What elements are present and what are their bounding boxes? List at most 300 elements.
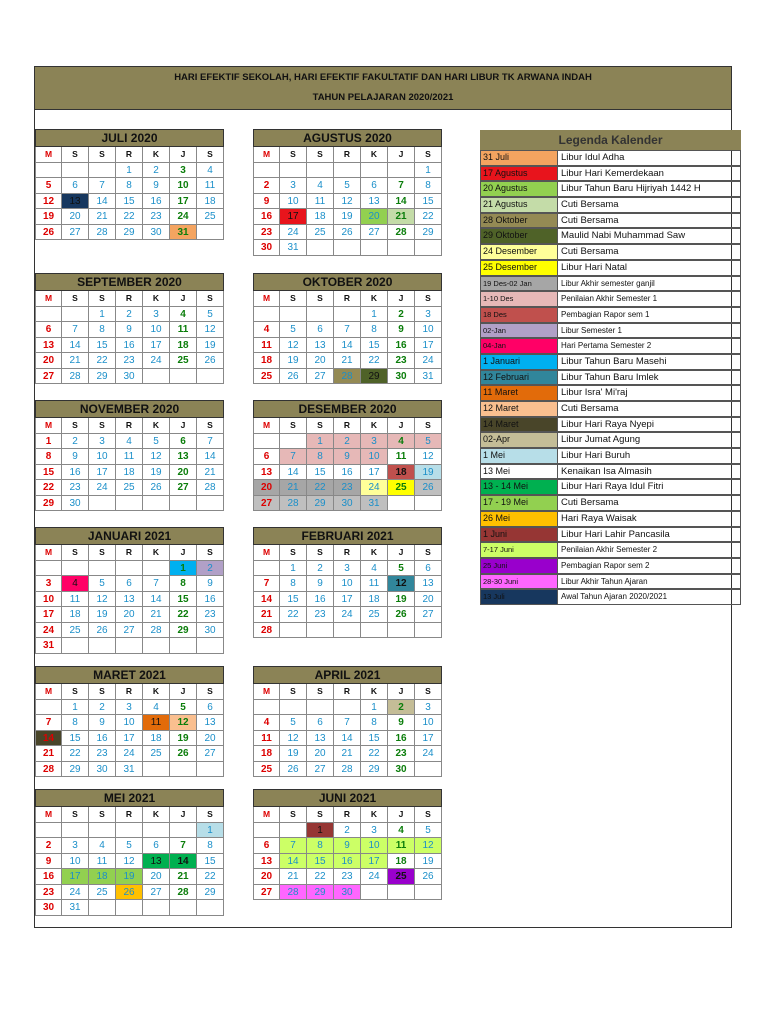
legend-row — [480, 385, 741, 401]
day-cell: 27 — [307, 369, 334, 385]
day-cell: 13 — [253, 465, 280, 481]
day-cell: 6 — [253, 838, 280, 854]
day-cell: 18 — [253, 746, 280, 762]
empty-cell — [253, 700, 280, 716]
day-cell: 29 — [35, 496, 62, 512]
day-cell: 27 — [307, 762, 334, 778]
day-cell: 11 — [388, 449, 415, 465]
day-cell: 16 — [35, 869, 62, 885]
day-cell: 3 — [116, 700, 143, 716]
day-cell: 29 — [361, 762, 388, 778]
day-cell: 16 — [197, 592, 224, 608]
weekday-header: K — [361, 545, 388, 561]
day-cell: 9 — [388, 322, 415, 338]
legend-date: 13 - 14 Mei — [480, 479, 558, 495]
legend-description: Libur Hari Raya Nyepi — [558, 417, 741, 433]
month-grid — [35, 147, 224, 240]
day-cell: 10 — [35, 592, 62, 608]
day-cell: 16 — [334, 465, 361, 481]
day-cell: 27 — [116, 623, 143, 639]
empty-cell — [415, 885, 442, 901]
legend-row — [480, 323, 741, 339]
day-cell: 17 — [170, 194, 197, 210]
legend-row — [480, 542, 741, 558]
day-cell: 26 — [415, 480, 442, 496]
day-cell: 25 — [116, 480, 143, 496]
day-cell: 20 — [197, 731, 224, 747]
day-cell: 26 — [197, 353, 224, 369]
legend-date: 11 Maret — [480, 385, 558, 401]
legend-row — [480, 417, 741, 433]
day-cell: 11 — [307, 194, 334, 210]
day-cell: 20 — [143, 869, 170, 885]
month-block — [35, 527, 224, 654]
day-cell: 11 — [170, 322, 197, 338]
day-cell: 19 — [415, 854, 442, 870]
day-cell: 21 — [280, 480, 307, 496]
day-cell: 15 — [280, 592, 307, 608]
day-cell: 29 — [415, 225, 442, 241]
weekday-header: S — [62, 684, 89, 700]
day-cell: 23 — [388, 746, 415, 762]
empty-cell — [388, 885, 415, 901]
weekday-header: R — [334, 291, 361, 307]
weekday-header: S — [62, 147, 89, 163]
weekday-header: S — [307, 291, 334, 307]
day-cell: 15 — [116, 194, 143, 210]
legend-description: Maulid Nabi Muhammad Saw — [558, 228, 741, 244]
day-cell: 23 — [62, 480, 89, 496]
day-cell: 1 — [35, 434, 62, 450]
month-block — [35, 129, 224, 240]
day-cell: 23 — [334, 869, 361, 885]
day-cell: 10 — [415, 715, 442, 731]
day-cell: 17 — [334, 592, 361, 608]
day-cell: 13 — [35, 338, 62, 354]
weekday-header: R — [334, 545, 361, 561]
month-title: SEPTEMBER 2020 — [35, 273, 224, 291]
empty-cell — [361, 163, 388, 179]
day-cell: 2 — [89, 700, 116, 716]
empty-cell — [415, 762, 442, 778]
day-cell: 12 — [35, 194, 62, 210]
day-cell: 10 — [62, 854, 89, 870]
month-grid — [35, 418, 224, 511]
day-cell: 2 — [388, 700, 415, 716]
legend-date: 21 Agustus — [480, 197, 558, 213]
legend-date: 26 Mei — [480, 511, 558, 527]
day-cell: 20 — [170, 465, 197, 481]
legend-row — [480, 479, 741, 495]
day-cell: 2 — [253, 178, 280, 194]
day-cell: 24 — [170, 209, 197, 225]
header-subtitle: TAHUN PELAJARAN 2020/2021 — [312, 92, 454, 103]
day-cell: 26 — [35, 225, 62, 241]
legend-description: Libur Tahun Baru Imlek — [558, 370, 741, 386]
legend-date: 19 Des-02 Jan — [480, 276, 558, 292]
day-cell: 13 — [143, 854, 170, 870]
day-cell: 18 — [253, 353, 280, 369]
day-cell: 8 — [89, 322, 116, 338]
day-cell: 21 — [334, 746, 361, 762]
empty-cell — [307, 307, 334, 323]
month-title: MARET 2021 — [35, 666, 224, 684]
day-cell: 12 — [280, 731, 307, 747]
day-cell: 27 — [35, 369, 62, 385]
day-cell: 25 — [388, 480, 415, 496]
day-cell: 3 — [62, 838, 89, 854]
day-cell: 30 — [334, 496, 361, 512]
month-title: FEBRUARI 2021 — [253, 527, 442, 545]
weekday-header: K — [361, 418, 388, 434]
day-cell: 20 — [307, 746, 334, 762]
weekday-header: K — [361, 684, 388, 700]
month-title: MEI 2021 — [35, 789, 224, 807]
legend-row — [480, 432, 741, 448]
day-cell: 16 — [334, 854, 361, 870]
day-cell: 20 — [361, 209, 388, 225]
empty-cell — [143, 369, 170, 385]
day-cell: 6 — [415, 561, 442, 577]
day-cell: 9 — [143, 178, 170, 194]
day-cell: 26 — [170, 746, 197, 762]
day-cell: 22 — [89, 353, 116, 369]
legend-date: 24 Desember — [480, 244, 558, 260]
day-cell: 2 — [334, 823, 361, 839]
day-cell: 12 — [143, 449, 170, 465]
empty-cell — [89, 163, 116, 179]
weekday-header: J — [170, 684, 197, 700]
weekday-header: J — [388, 418, 415, 434]
day-cell: 14 — [388, 194, 415, 210]
day-cell: 15 — [415, 194, 442, 210]
day-cell: 21 — [89, 209, 116, 225]
day-cell: 4 — [307, 178, 334, 194]
day-cell: 4 — [253, 715, 280, 731]
empty-cell — [62, 823, 89, 839]
weekday-header: S — [89, 147, 116, 163]
month-title: AGUSTUS 2020 — [253, 129, 442, 147]
day-cell: 11 — [388, 838, 415, 854]
empty-cell — [334, 623, 361, 639]
day-cell: 10 — [116, 715, 143, 731]
day-cell: 7 — [170, 838, 197, 854]
weekday-header: M — [253, 147, 280, 163]
day-cell: 27 — [143, 885, 170, 901]
day-cell: 21 — [170, 869, 197, 885]
day-cell: 17 — [415, 338, 442, 354]
day-cell: 7 — [35, 715, 62, 731]
weekday-header: R — [334, 418, 361, 434]
weekday-header: S — [415, 545, 442, 561]
empty-cell — [170, 496, 197, 512]
day-cell: 6 — [62, 178, 89, 194]
calendar-frame — [34, 66, 732, 928]
weekday-header: S — [62, 545, 89, 561]
legend-description: Cuti Bersama — [558, 213, 741, 229]
weekday-header: S — [307, 418, 334, 434]
month-grid — [253, 545, 442, 638]
legend-row — [480, 291, 741, 307]
legend-date: 02-Apr — [480, 432, 558, 448]
weekday-header: S — [280, 807, 307, 823]
day-cell: 1 — [361, 700, 388, 716]
empty-cell — [62, 307, 89, 323]
day-cell: 23 — [116, 353, 143, 369]
day-cell: 23 — [197, 607, 224, 623]
empty-cell — [280, 434, 307, 450]
weekday-header: K — [361, 147, 388, 163]
day-cell: 14 — [89, 194, 116, 210]
day-cell: 24 — [35, 623, 62, 639]
weekday-header: S — [415, 147, 442, 163]
weekday-header: S — [197, 291, 224, 307]
legend-description: Hari Pertama Semester 2 — [558, 338, 741, 354]
legend-row — [480, 181, 741, 197]
legend-date: 18 Des — [480, 307, 558, 323]
weekday-header: J — [170, 545, 197, 561]
day-cell: 3 — [361, 434, 388, 450]
empty-cell — [197, 762, 224, 778]
day-cell: 20 — [415, 592, 442, 608]
day-cell: 28 — [334, 369, 361, 385]
empty-cell — [415, 496, 442, 512]
month-title: NOVEMBER 2020 — [35, 400, 224, 418]
day-cell: 13 — [307, 338, 334, 354]
day-cell: 20 — [62, 209, 89, 225]
day-cell: 6 — [116, 576, 143, 592]
empty-cell — [388, 240, 415, 256]
day-cell: 17 — [116, 731, 143, 747]
day-cell: 11 — [89, 854, 116, 870]
weekday-header: K — [143, 545, 170, 561]
empty-cell — [197, 369, 224, 385]
day-cell: 6 — [361, 178, 388, 194]
day-cell: 11 — [116, 449, 143, 465]
day-cell: 27 — [253, 496, 280, 512]
empty-cell — [388, 163, 415, 179]
day-cell: 12 — [334, 194, 361, 210]
day-cell: 27 — [415, 607, 442, 623]
empty-cell — [280, 307, 307, 323]
day-cell: 26 — [415, 869, 442, 885]
day-cell: 25 — [253, 762, 280, 778]
day-cell: 12 — [388, 576, 415, 592]
day-cell: 3 — [334, 561, 361, 577]
weekday-header: R — [334, 807, 361, 823]
day-cell: 26 — [280, 762, 307, 778]
weekday-header: R — [116, 147, 143, 163]
day-cell: 8 — [361, 715, 388, 731]
day-cell: 1 — [62, 700, 89, 716]
day-cell: 16 — [62, 465, 89, 481]
day-cell: 19 — [89, 607, 116, 623]
weekday-header: S — [415, 684, 442, 700]
empty-cell — [334, 700, 361, 716]
empty-cell — [361, 885, 388, 901]
empty-cell — [62, 561, 89, 577]
day-cell: 4 — [361, 561, 388, 577]
day-cell: 23 — [35, 885, 62, 901]
day-cell: 12 — [116, 854, 143, 870]
day-cell: 13 — [307, 731, 334, 747]
day-cell: 21 — [197, 465, 224, 481]
day-cell: 21 — [143, 607, 170, 623]
day-cell: 4 — [143, 700, 170, 716]
legend-row — [480, 527, 741, 543]
day-cell: 25 — [62, 623, 89, 639]
legend-row — [480, 213, 741, 229]
empty-cell — [143, 561, 170, 577]
weekday-header: M — [35, 147, 62, 163]
day-cell: 10 — [334, 576, 361, 592]
day-cell: 1 — [307, 823, 334, 839]
day-cell: 20 — [307, 353, 334, 369]
day-cell: 26 — [143, 480, 170, 496]
day-cell: 9 — [388, 715, 415, 731]
weekday-header: S — [62, 291, 89, 307]
day-cell: 15 — [361, 338, 388, 354]
month-title: OKTOBER 2020 — [253, 273, 442, 291]
day-cell: 26 — [388, 607, 415, 623]
day-cell: 28 — [197, 480, 224, 496]
day-cell: 13 — [170, 449, 197, 465]
day-cell: 21 — [280, 869, 307, 885]
day-cell: 21 — [253, 607, 280, 623]
month-block — [253, 666, 442, 777]
day-cell: 31 — [62, 900, 89, 916]
legend-date: 17 - 19 Mei — [480, 495, 558, 511]
empty-cell — [89, 561, 116, 577]
day-cell: 31 — [280, 240, 307, 256]
legend-row — [480, 558, 741, 574]
weekday-header: M — [253, 545, 280, 561]
legend-date: 17 Agustus — [480, 166, 558, 182]
day-cell: 30 — [143, 225, 170, 241]
weekday-header: S — [280, 291, 307, 307]
day-cell: 8 — [307, 449, 334, 465]
day-cell: 1 — [415, 163, 442, 179]
day-cell: 10 — [89, 449, 116, 465]
weekday-header: M — [35, 545, 62, 561]
month-block — [253, 527, 442, 638]
day-cell: 29 — [361, 369, 388, 385]
empty-cell — [334, 240, 361, 256]
empty-cell — [280, 163, 307, 179]
legend-description: Libur Hari Natal — [558, 260, 741, 276]
empty-cell — [197, 638, 224, 654]
day-cell: 3 — [280, 178, 307, 194]
day-cell: 2 — [35, 838, 62, 854]
day-cell: 3 — [143, 307, 170, 323]
day-cell: 17 — [361, 854, 388, 870]
day-cell: 19 — [35, 209, 62, 225]
day-cell: 5 — [89, 576, 116, 592]
day-cell: 26 — [89, 623, 116, 639]
day-cell: 18 — [361, 592, 388, 608]
day-cell: 1 — [361, 307, 388, 323]
empty-cell — [35, 561, 62, 577]
weekday-header: M — [253, 684, 280, 700]
legend-row — [480, 574, 741, 590]
day-cell: 28 — [253, 623, 280, 639]
day-cell: 3 — [361, 823, 388, 839]
day-cell: 1 — [197, 823, 224, 839]
day-cell: 6 — [307, 322, 334, 338]
empty-cell — [307, 163, 334, 179]
day-cell: 12 — [415, 449, 442, 465]
day-cell: 1 — [280, 561, 307, 577]
weekday-header: K — [143, 684, 170, 700]
weekday-header: R — [334, 147, 361, 163]
day-cell: 23 — [253, 225, 280, 241]
legend-row — [480, 260, 741, 276]
weekday-header: R — [116, 684, 143, 700]
empty-cell — [35, 823, 62, 839]
legend-date: 12 Maret — [480, 401, 558, 417]
day-cell: 16 — [89, 731, 116, 747]
legend-description: Cuti Bersama — [558, 197, 741, 213]
day-cell: 30 — [388, 762, 415, 778]
day-cell: 15 — [170, 592, 197, 608]
day-cell: 11 — [253, 731, 280, 747]
legend-description: Libur Idul Adha — [558, 150, 741, 166]
day-cell: 19 — [116, 869, 143, 885]
legend-row — [480, 338, 741, 354]
empty-cell — [388, 623, 415, 639]
legend-date: 13 Mei — [480, 464, 558, 480]
empty-cell — [35, 163, 62, 179]
day-cell: 5 — [280, 322, 307, 338]
day-cell: 7 — [253, 576, 280, 592]
day-cell: 18 — [89, 869, 116, 885]
legend-date: 12 Februari — [480, 370, 558, 386]
weekday-header: R — [334, 684, 361, 700]
day-cell: 4 — [388, 823, 415, 839]
legend-date: 29 Oktober — [480, 228, 558, 244]
month-block — [35, 789, 224, 916]
day-cell: 6 — [307, 715, 334, 731]
day-cell: 19 — [415, 465, 442, 481]
day-cell: 25 — [307, 225, 334, 241]
day-cell: 9 — [89, 715, 116, 731]
legend-description: Libur Semester 1 — [558, 323, 741, 339]
legend-description: Libur Tahun Baru Masehi — [558, 354, 741, 370]
day-cell: 3 — [415, 700, 442, 716]
day-cell: 24 — [334, 607, 361, 623]
day-cell: 17 — [143, 338, 170, 354]
day-cell: 3 — [35, 576, 62, 592]
day-cell: 11 — [62, 592, 89, 608]
day-cell: 26 — [116, 885, 143, 901]
weekday-header: S — [280, 147, 307, 163]
day-cell: 30 — [89, 762, 116, 778]
legend-rows — [480, 150, 741, 605]
day-cell: 22 — [62, 746, 89, 762]
day-cell: 7 — [143, 576, 170, 592]
day-cell: 15 — [62, 731, 89, 747]
weekday-header: M — [253, 291, 280, 307]
legend-row — [480, 276, 741, 292]
legend-description: Libur Hari Lahir Pancasila — [558, 527, 741, 543]
day-cell: 5 — [116, 838, 143, 854]
legend-date: 20 Agustus — [480, 181, 558, 197]
day-cell: 27 — [170, 480, 197, 496]
day-cell: 20 — [253, 869, 280, 885]
month-block — [253, 400, 442, 511]
day-cell: 12 — [197, 322, 224, 338]
weekday-header: S — [280, 545, 307, 561]
